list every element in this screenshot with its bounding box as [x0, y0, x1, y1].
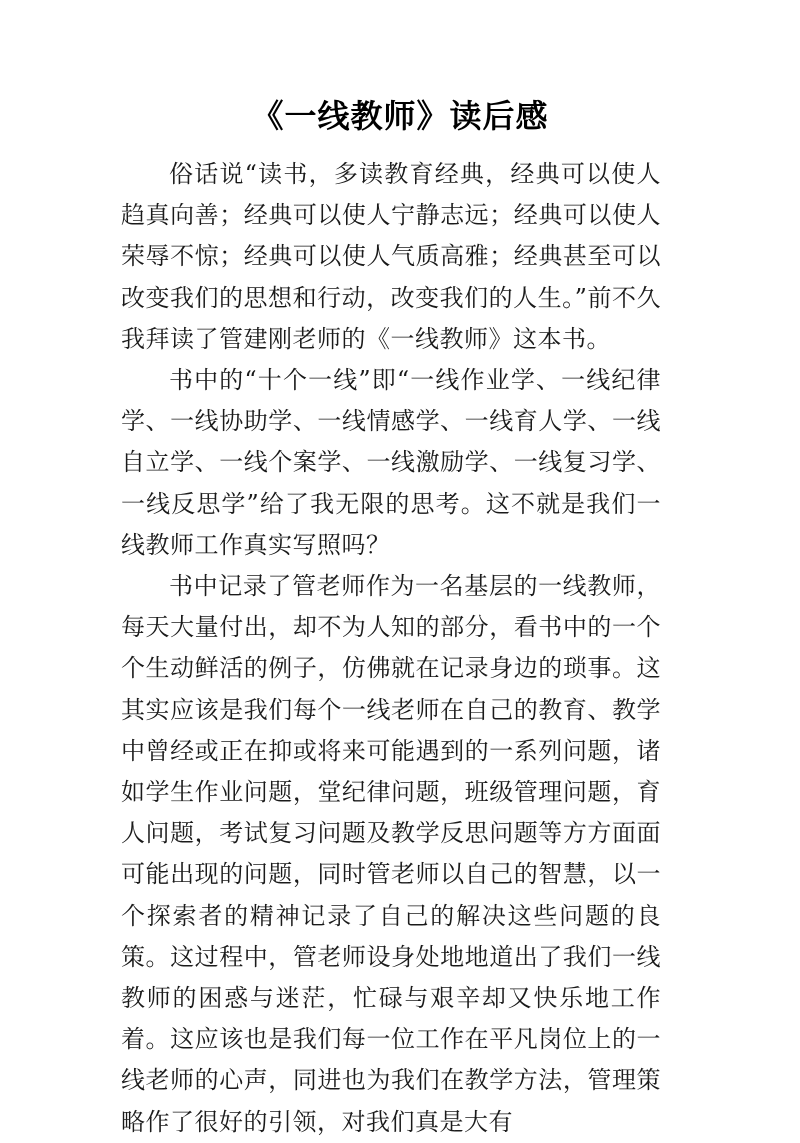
paragraph-1: 俗话说“读书，多读教育经典，经典可以使人趋真向善；经典可以使人宁静志远；经典可以使人荣辱不惊；经典可以使人气质高雅；经典甚至可以改变我们的思想和行动，改变我们的人生。”前不久我拜读了管建刚老师的《一线教师》这本书。	[121, 160, 661, 353]
document-body	[121, 154, 661, 1143]
paragraph-3: 书中记录了管老师作为一名基层的一线教师，每天大量付出，却不为人知的部分，看书中的一个个生动鲜活的例子，仿佛就在记录身边的琐事。这其实应该是我们每个一线老师在自己的教育、教学中曾经或正在抑或将来可能遇到的一系列问题，诸如学生作业问题，堂纪律问题，班级管理问题，育人问题，考试复习问题及教学反思问题等方方面面可能出现的问题，同时管老师以自己的智慧，以一个探索者的精神记录了自己的解决这些问题的良策。这过程中，管老师设身处地地道出了我们一线教师的困惑与迷茫，忙碌与艰辛却又快乐地工作着。这应该也是我们每一位工作在平凡岗位上的一线老师的心声，同进也为我们在教学方法，管理策略作了很好的引领，对我们真是大有	[121, 572, 661, 1136]
paragraph-2: 书中的“十个一线”即“一线作业学、一线纪律学、一线协助学、一线情感学、一线育人学、一线自立学、一线个案学、一线激励学、一线复习学、一线反思学”给了我无限的思考。这不就是我们一线教师工作真实写照吗？	[121, 366, 661, 559]
document-title: 《一线教师》读后感	[251, 97, 549, 135]
